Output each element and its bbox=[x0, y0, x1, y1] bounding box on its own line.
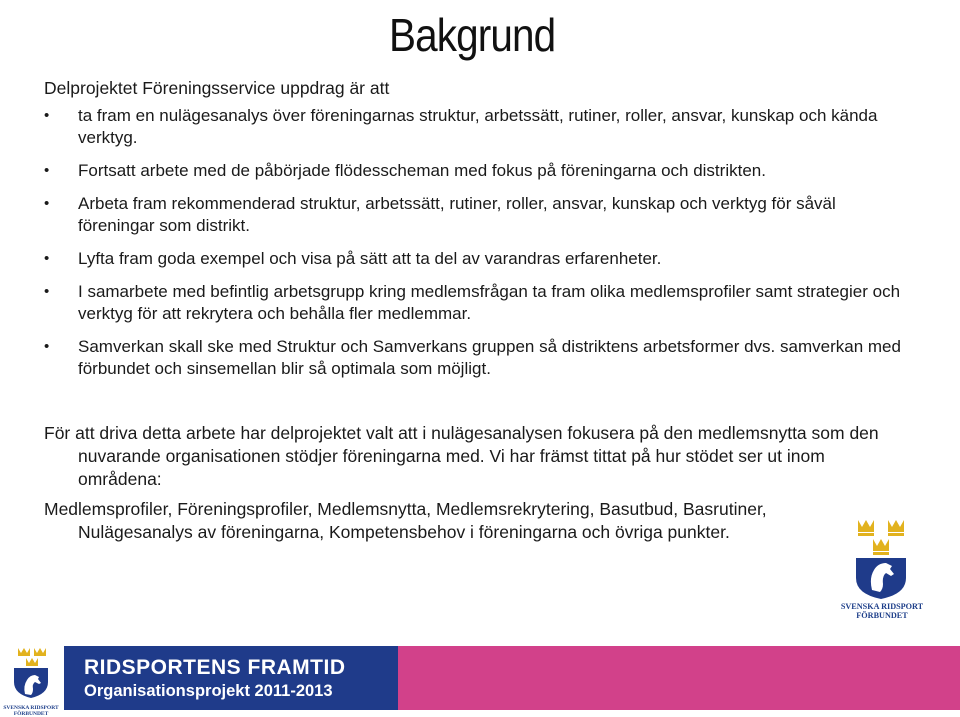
federation-logo bbox=[836, 518, 928, 622]
focus-paragraph bbox=[44, 422, 884, 491]
list-item: • Arbeta fram rekommenderad struktur, arbetssätt, rutiner, roller, ansvar, kunskap och verktyg för såväl föreningar som distrikt. bbox=[44, 193, 904, 237]
bullet-list bbox=[44, 105, 904, 391]
banner-title-block bbox=[64, 646, 398, 710]
logo-caption-line2: FÖRBUNDET bbox=[856, 611, 908, 620]
footer-logo-caption-line2: FÖRBUNDET bbox=[13, 711, 49, 717]
logo-caption-line1: SVENSKA RIDSPORT bbox=[840, 602, 924, 611]
footer-logo bbox=[0, 644, 62, 716]
footer-logo-caption bbox=[0, 705, 62, 717]
crowned-horse-shield-icon bbox=[836, 518, 928, 600]
areas-paragraph-text: Medlemsprofiler, Föreningsprofiler, Medlemsnytta, Medlemsrekrytering, Basutbud, Basrutiner, Nulägesanalys av föreningarna, Kompetensbehov i föreningarna och övriga punkter. bbox=[44, 499, 767, 542]
list-item: • ta fram en nulägesanalys över föreningarnas struktur, arbetssätt, rutiner, roller, ansvar, kunskap och kända verktyg. bbox=[44, 105, 904, 149]
crowned-horse-shield-icon bbox=[0, 644, 62, 700]
intro-text: Delprojektet Föreningsservice uppdrag är att bbox=[44, 78, 390, 98]
footer-logo-caption-line1: SVENSKA RIDSPORT bbox=[3, 705, 59, 711]
footer-banner bbox=[64, 646, 960, 710]
banner-title: RIDSPORTENS FRAMTID bbox=[84, 656, 346, 679]
list-item: • Lyfta fram goda exempel och visa på sätt att ta del av varandras erfarenheter. bbox=[44, 248, 904, 270]
list-item: • Samverkan skall ske med Struktur och Samverkans gruppen så distriktens arbetsformer dvs. samverkan med förbundet och sinsemellan blir så optimala som möjligt. bbox=[44, 336, 904, 380]
list-item: • I samarbete med befintlig arbetsgrupp kring medlemsfrågan ta fram olika medlemsprofiler samt strategier och verktyg för att rekrytera och behålla fler medlemmar. bbox=[44, 281, 904, 325]
banner-subtitle: Organisationsprojekt 2011-2013 bbox=[84, 682, 333, 700]
banner-accent-bar bbox=[398, 646, 960, 710]
focus-paragraph-text: För att driva detta arbete har delprojektet valt att i nulägesanalysen fokusera på den medlemsnytta som den nuvarande organisationen stödjer föreningarna med. Vi har främst tittat på hur stödet ser ut inom områdena: bbox=[44, 423, 879, 489]
page-title: Bakgrund bbox=[389, 9, 556, 61]
areas-paragraph bbox=[44, 498, 884, 544]
list-item: • Fortsatt arbete med de påbörjade flödesscheman med fokus på föreningarna och distrikten. bbox=[44, 160, 904, 182]
logo-caption bbox=[836, 602, 928, 620]
